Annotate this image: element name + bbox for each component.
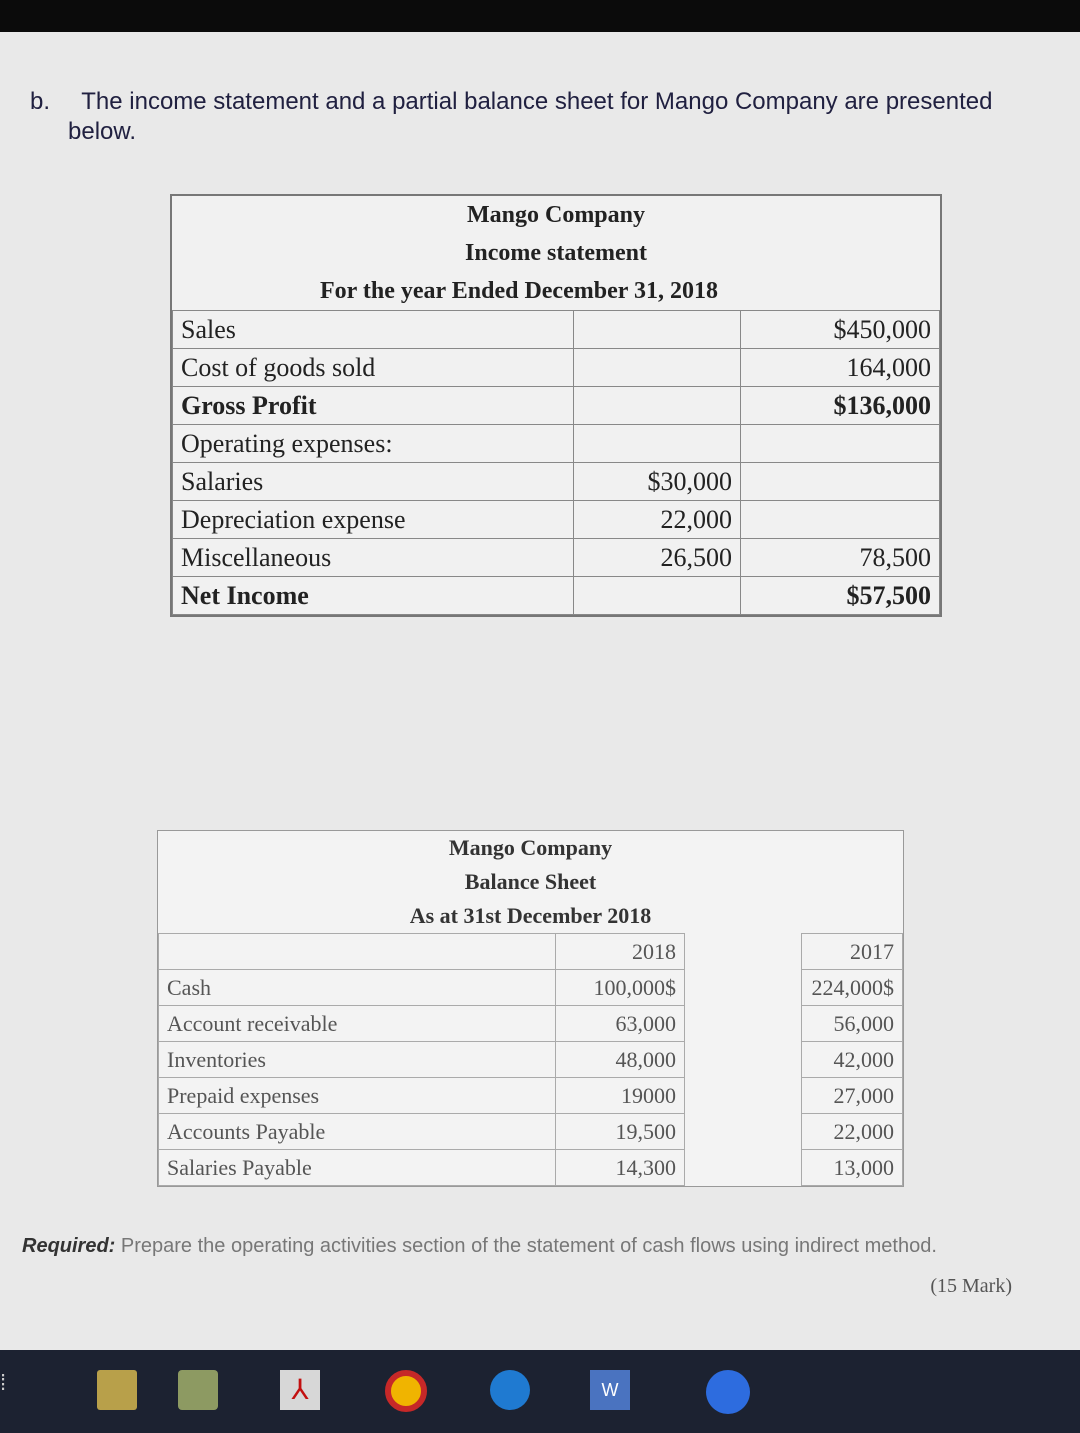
row-label: Salaries Payable <box>159 1150 556 1186</box>
row-2018: 100,000$ <box>556 970 685 1006</box>
table-row <box>159 1078 903 1114</box>
row-total <box>741 501 940 539</box>
table-row <box>159 1150 903 1186</box>
required-label: Required: <box>22 1235 116 1257</box>
row-mid: $30,000 <box>574 463 741 501</box>
row-2018: 19000 <box>556 1078 685 1114</box>
table-row <box>173 311 940 349</box>
word-icon[interactable]: W <box>590 1370 630 1410</box>
income-company: Mango Company <box>466 202 646 228</box>
row-mid <box>574 311 741 349</box>
row-total: $136,000 <box>741 387 940 425</box>
table-row <box>173 349 940 387</box>
top-bezel <box>0 0 1080 32</box>
row-total: $57,500 <box>741 577 940 615</box>
row-2017: 42,000 <box>802 1042 903 1078</box>
row-label: Miscellaneous <box>173 539 574 577</box>
balance-sheet-table <box>157 830 904 1187</box>
row-label: Accounts Payable <box>159 1114 556 1150</box>
income-period: For the year Ended December 31, 2018 <box>320 278 718 304</box>
balance-title: Balance Sheet <box>464 869 597 894</box>
column-gap <box>685 1114 802 1150</box>
table-row <box>159 970 903 1006</box>
row-total: 164,000 <box>741 349 940 387</box>
balance-company: Mango Company <box>448 835 613 860</box>
header-blank <box>159 934 556 970</box>
column-gap <box>685 1006 802 1042</box>
column-gap <box>685 1078 802 1114</box>
col-2017-header: 2017 <box>802 934 903 970</box>
row-2018: 14,300 <box>556 1150 685 1186</box>
required-section <box>22 1232 1022 1297</box>
column-gap <box>685 1150 802 1186</box>
table-row <box>159 1006 903 1042</box>
marks-label: (15 Mark) <box>930 1275 1012 1297</box>
table-row <box>173 539 940 577</box>
file-explorer-icon[interactable] <box>97 1370 137 1410</box>
income-title: Income statement <box>465 240 647 266</box>
row-mid <box>574 349 741 387</box>
calculator-icon[interactable] <box>178 1370 218 1410</box>
intro-text: The income statement and a partial balance sheet for Mango Company are presented <box>81 88 993 115</box>
table-row <box>173 387 940 425</box>
row-mid <box>574 577 741 615</box>
task-view-icon[interactable]: ⁞ <box>0 1370 7 1395</box>
pdf-reader-icon[interactable]: ⅄ <box>280 1370 320 1410</box>
row-2017: 22,000 <box>802 1114 903 1150</box>
edge-icon[interactable] <box>490 1370 530 1410</box>
chrome-icon[interactable] <box>385 1370 427 1412</box>
table-row <box>173 577 940 615</box>
column-gap <box>685 970 802 1006</box>
taskbar <box>0 1350 1080 1433</box>
table-header-row <box>159 934 903 970</box>
document-viewer <box>0 32 1080 1350</box>
row-2017: 224,000$ <box>802 970 903 1006</box>
row-label: Sales <box>173 311 574 349</box>
row-2018: 63,000 <box>556 1006 685 1042</box>
row-label: Salaries <box>173 463 574 501</box>
row-label: Inventories <box>159 1042 556 1078</box>
row-mid <box>574 425 741 463</box>
question-number: b. <box>30 88 51 115</box>
row-label: Prepaid expenses <box>159 1078 556 1114</box>
row-label: Net Income <box>173 577 574 615</box>
table-row <box>173 463 940 501</box>
row-mid: 26,500 <box>574 539 741 577</box>
row-2017: 13,000 <box>802 1150 903 1186</box>
row-label: Account receivable <box>159 1006 556 1042</box>
row-total <box>741 425 940 463</box>
row-total <box>741 463 940 501</box>
column-gap <box>685 934 802 970</box>
row-2018: 19,500 <box>556 1114 685 1150</box>
zoom-icon[interactable] <box>706 1370 750 1414</box>
table-row <box>159 1114 903 1150</box>
row-label: Depreciation expense <box>173 501 574 539</box>
table-row <box>173 501 940 539</box>
row-label: Cash <box>159 970 556 1006</box>
row-2017: 56,000 <box>802 1006 903 1042</box>
required-text: Prepare the operating activities section of the statement of cash flows using indirect method. <box>120 1235 937 1257</box>
row-label: Gross Profit <box>173 387 574 425</box>
balance-date: As at 31st December 2018 <box>409 903 652 928</box>
row-total: 78,500 <box>741 539 940 577</box>
table-row <box>173 425 940 463</box>
income-statement-table <box>170 194 942 617</box>
row-2018: 48,000 <box>556 1042 685 1078</box>
intro-text-2: below. <box>68 118 137 145</box>
question-intro <box>30 87 1070 147</box>
row-label: Cost of goods sold <box>173 349 574 387</box>
row-2017: 27,000 <box>802 1078 903 1114</box>
col-2018-header: 2018 <box>556 934 685 970</box>
table-row <box>159 1042 903 1078</box>
row-total: $450,000 <box>741 311 940 349</box>
row-mid: 22,000 <box>574 501 741 539</box>
row-mid <box>574 387 741 425</box>
column-gap <box>685 1042 802 1078</box>
row-label: Operating expenses: <box>173 425 574 463</box>
